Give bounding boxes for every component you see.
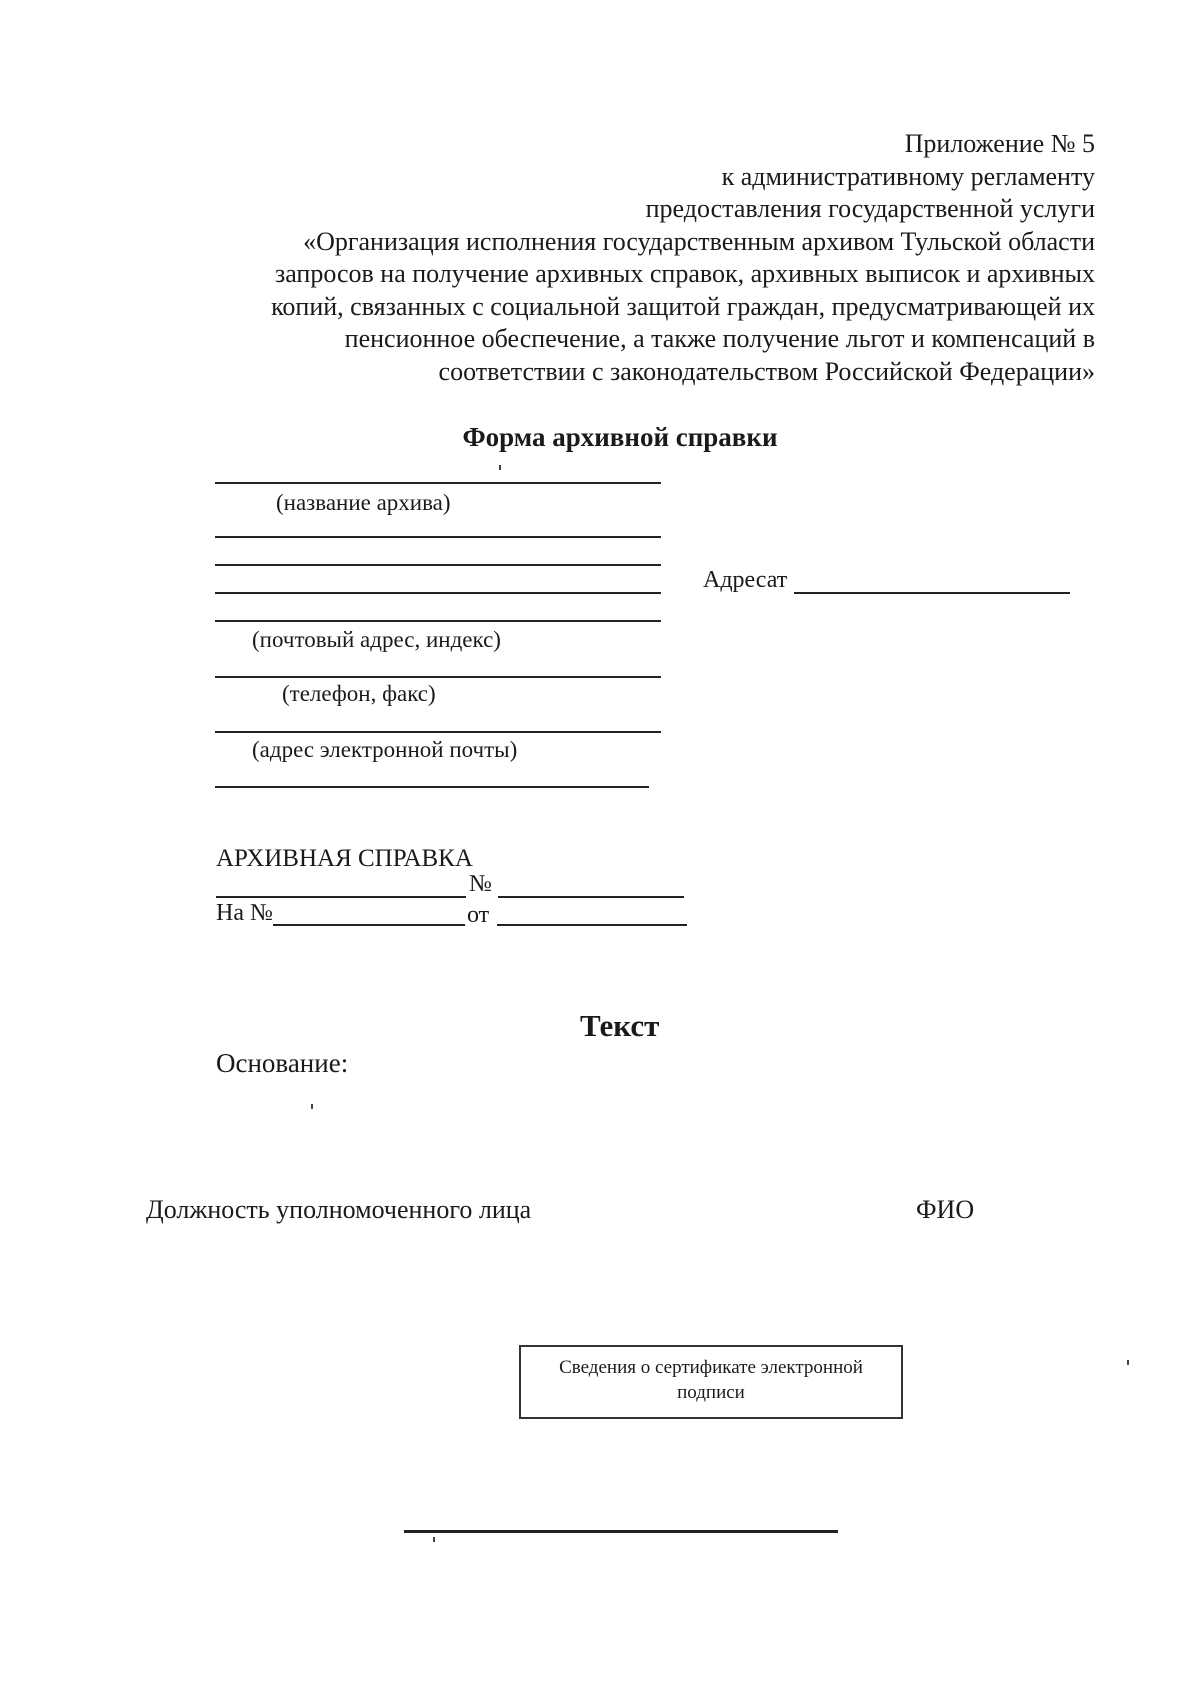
full-name-label: ФИО — [916, 1195, 975, 1224]
appendix-line: «Организация исполнения государственным архивом Тульской области — [303, 226, 1095, 256]
archive-name-caption: (название архива) — [276, 490, 451, 515]
addressee-label: Адресат — [703, 567, 788, 593]
appendix-line: копий, связанных с социальной защитой граждан, предусматривающей их — [271, 291, 1095, 321]
reply-date-line — [497, 924, 687, 926]
phone-line — [215, 676, 661, 678]
form-title: Форма архивной справки — [462, 422, 778, 452]
certificate-info-box — [519, 1345, 903, 1419]
appendix-header — [195, 128, 1095, 388]
appendix-line: предоставления государственной услуги — [645, 194, 1095, 223]
addressee-line — [794, 592, 1070, 594]
certificate-line: Сведения о сертификате электронной — [559, 1357, 863, 1378]
date-line — [216, 896, 466, 898]
text-heading: Текст — [580, 1008, 660, 1043]
separator-line — [215, 786, 649, 788]
reply-to-label: На № — [216, 900, 273, 926]
appendix-line: к административному регламенту — [721, 161, 1095, 191]
postal-address-line — [215, 620, 661, 622]
postal-address-line — [215, 536, 661, 538]
postal-address-line — [215, 564, 661, 566]
email-caption: (адрес электронной почты) — [252, 737, 518, 762]
appendix-line: соответствии с законодательством Российской Федерации» — [438, 356, 1095, 386]
scan-mark — [499, 465, 501, 470]
archival-certificate-title: АРХИВНАЯ СПРАВКА — [216, 845, 473, 872]
archive-name-line — [215, 482, 661, 484]
number-line — [498, 896, 684, 898]
number-label: № — [469, 871, 492, 897]
scan-mark — [311, 1104, 313, 1109]
appendix-line: Приложение № 5 — [904, 129, 1095, 158]
from-label: от — [467, 902, 490, 928]
basis-label: Основание: — [216, 1048, 349, 1078]
appendix-line: запросов на получение архивных справок, архивных выписок и архивных — [274, 259, 1095, 288]
scan-mark — [1127, 1360, 1129, 1365]
appendix-line: пенсионное обеспечение, а также получение льгот и компенсаций в — [344, 324, 1095, 353]
phone-caption: (телефон, факс) — [282, 681, 436, 706]
bottom-line — [404, 1530, 838, 1533]
reply-number-line — [273, 924, 465, 926]
email-line — [215, 731, 661, 733]
scan-mark — [433, 1537, 435, 1542]
official-position-label: Должность уполномоченного лица — [146, 1195, 532, 1224]
postal-address-caption: (почтовый адрес, индекс) — [252, 627, 501, 652]
postal-address-line — [215, 592, 661, 594]
certificate-line: подписи — [677, 1382, 745, 1403]
